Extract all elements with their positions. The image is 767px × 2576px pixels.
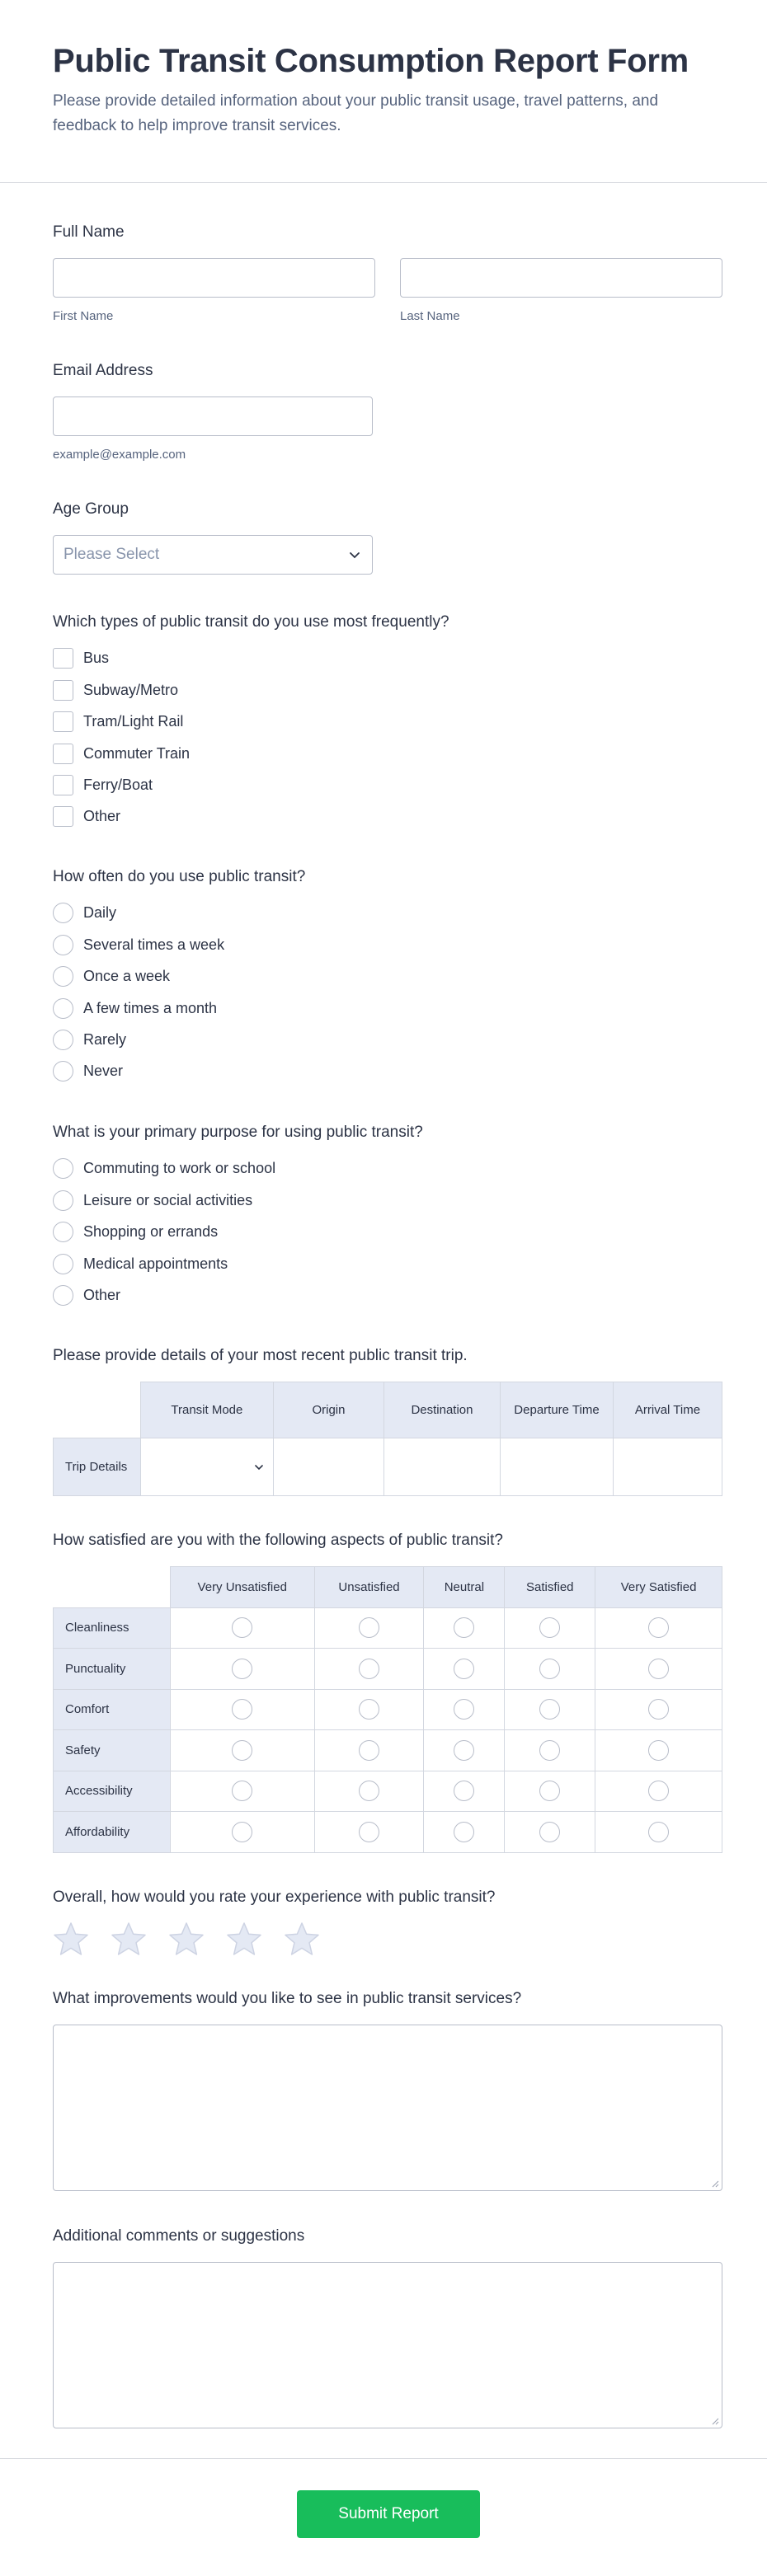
radio-button[interactable] xyxy=(53,1158,73,1179)
frequency-option-label: Once a week xyxy=(83,968,171,985)
radio-button[interactable] xyxy=(454,1659,474,1679)
matrix-cell xyxy=(314,1649,424,1690)
radio-button[interactable] xyxy=(53,1222,73,1242)
row-header: Affordability xyxy=(54,1812,171,1853)
radio-button[interactable] xyxy=(232,1617,252,1638)
star-icon[interactable] xyxy=(226,1921,262,1956)
improvements-textarea[interactable] xyxy=(53,2025,722,2191)
column-header: Very Unsatisfied xyxy=(170,1566,314,1607)
star-icon[interactable] xyxy=(284,1921,320,1956)
satisfaction-matrix xyxy=(53,1566,722,1853)
checkbox[interactable] xyxy=(53,648,73,669)
email-field xyxy=(53,361,722,462)
matrix-cell xyxy=(505,1730,595,1771)
transit-type-option[interactable] xyxy=(53,706,722,737)
transit-type-option-label: Other xyxy=(83,808,121,825)
frequency-option[interactable] xyxy=(53,1056,722,1087)
radio-button[interactable] xyxy=(648,1699,669,1720)
improvements-label: What improvements would you like to see in public transit services? xyxy=(53,1990,522,2007)
radio-button[interactable] xyxy=(53,1190,73,1211)
purpose-option-label: Shopping or errands xyxy=(83,1223,219,1241)
purpose-field xyxy=(53,1123,722,1311)
trip-input-cell[interactable] xyxy=(384,1438,500,1495)
matrix-cell xyxy=(595,1812,722,1853)
page-title: Public Transit Consumption Report Form xyxy=(53,43,689,79)
radio-button[interactable] xyxy=(53,998,73,1019)
transit-types-field xyxy=(53,612,722,833)
transit-type-option-label: Ferry/Boat xyxy=(83,776,153,793)
radio-button[interactable] xyxy=(53,935,73,955)
transit-type-option-label: Tram/Light Rail xyxy=(83,713,184,730)
column-header: Very Satisfied xyxy=(595,1566,722,1607)
radio-button[interactable] xyxy=(359,1781,379,1801)
frequency-option[interactable] xyxy=(53,992,722,1024)
radio-button[interactable] xyxy=(232,1822,252,1842)
matrix-cell xyxy=(424,1689,505,1730)
row-header: Safety xyxy=(54,1730,171,1771)
radio-button[interactable] xyxy=(359,1617,379,1638)
transit-type-option[interactable] xyxy=(53,801,722,833)
row-header: Trip Details xyxy=(54,1438,141,1495)
transit-type-option-label: Subway/Metro xyxy=(83,681,179,698)
purpose-option-label: Medical appointments xyxy=(83,1255,228,1272)
frequency-option[interactable] xyxy=(53,898,722,929)
age-group-placeholder: Please Select xyxy=(64,545,160,563)
star-icon[interactable] xyxy=(168,1921,205,1956)
email-input[interactable] xyxy=(53,396,373,436)
checkbox[interactable] xyxy=(53,680,73,701)
purpose-option[interactable] xyxy=(53,1248,722,1279)
matrix-row xyxy=(54,1607,722,1649)
column-header: Arrival Time xyxy=(613,1382,722,1438)
row-header: Punctuality xyxy=(54,1649,171,1690)
matrix-cell xyxy=(314,1771,424,1812)
matrix-cell xyxy=(314,1730,424,1771)
radio-button[interactable] xyxy=(359,1699,379,1720)
trip-input-cell[interactable] xyxy=(273,1438,384,1495)
row-header: Comfort xyxy=(54,1689,171,1730)
frequency-field xyxy=(53,867,722,1087)
frequency-option[interactable] xyxy=(53,929,722,960)
radio-button[interactable] xyxy=(454,1781,474,1801)
frequency-option-label: Never xyxy=(83,1063,124,1080)
improvements-field xyxy=(53,1989,722,2191)
radio-button[interactable] xyxy=(454,1822,474,1842)
frequency-option[interactable] xyxy=(53,1024,722,1055)
trip-input-cell[interactable] xyxy=(613,1438,722,1495)
matrix-row xyxy=(54,1812,722,1853)
rating-label: Overall, how would you rate your experience with public transit? xyxy=(53,1889,496,1906)
transit-type-option-label: Commuter Train xyxy=(83,744,191,762)
radio-button[interactable] xyxy=(232,1659,252,1679)
purpose-options xyxy=(53,1153,722,1311)
frequency-option-label: A few times a month xyxy=(83,999,218,1016)
matrix-row xyxy=(54,1689,722,1730)
radio-button[interactable] xyxy=(232,1699,252,1720)
matrix-cell xyxy=(170,1812,314,1853)
matrix-cell xyxy=(595,1689,722,1730)
matrix-cell xyxy=(424,1812,505,1853)
trip-details-field xyxy=(53,1346,722,1496)
email-sublabel: example@example.com xyxy=(53,447,186,462)
frequency-option-label: Several times a week xyxy=(83,936,225,953)
purpose-option-label: Leisure or social activities xyxy=(83,1191,253,1208)
radio-button[interactable] xyxy=(359,1822,379,1842)
last-name-input[interactable] xyxy=(400,258,722,298)
radio-button[interactable] xyxy=(53,966,73,987)
radio-button[interactable] xyxy=(648,1659,669,1679)
comments-label: Additional comments or suggestions xyxy=(53,2227,305,2245)
age-group-select[interactable] xyxy=(53,535,373,575)
radio-button[interactable] xyxy=(539,1781,560,1801)
chevron-down-icon xyxy=(253,1462,265,1473)
transit-type-option[interactable] xyxy=(53,643,722,674)
matrix-cell xyxy=(170,1607,314,1649)
star-rating xyxy=(53,1921,722,1956)
radio-button[interactable] xyxy=(53,1061,73,1082)
trip-details-table xyxy=(53,1382,722,1496)
transit-type-option[interactable] xyxy=(53,738,722,769)
purpose-option[interactable] xyxy=(53,1153,722,1185)
comments-field xyxy=(53,2226,722,2428)
radio-button[interactable] xyxy=(454,1740,474,1761)
matrix-cell xyxy=(595,1730,722,1771)
transit-type-option[interactable] xyxy=(53,769,722,800)
form-footer xyxy=(0,2458,767,2576)
matrix-cell xyxy=(314,1812,424,1853)
matrix-cell xyxy=(424,1649,505,1690)
matrix-cell xyxy=(314,1607,424,1649)
matrix-cell xyxy=(170,1730,314,1771)
radio-button[interactable] xyxy=(648,1740,669,1761)
matrix-cell xyxy=(424,1730,505,1771)
trip-corner-cell xyxy=(54,1382,141,1438)
radio-button[interactable] xyxy=(648,1822,669,1842)
radio-button[interactable] xyxy=(539,1699,560,1720)
purpose-option[interactable] xyxy=(53,1279,722,1311)
transit-mode-dropdown[interactable] xyxy=(140,1438,273,1495)
matrix-cell xyxy=(505,1771,595,1812)
column-header: Neutral xyxy=(424,1566,505,1607)
column-header: Departure Time xyxy=(500,1382,613,1438)
matrix-cell xyxy=(170,1689,314,1730)
email-label: Email Address xyxy=(53,362,153,379)
matrix-row xyxy=(54,1730,722,1771)
column-header: Transit Mode xyxy=(140,1382,273,1438)
matrix-cell xyxy=(170,1771,314,1812)
matrix-cell xyxy=(595,1649,722,1690)
radio-button[interactable] xyxy=(53,1254,73,1274)
radio-button[interactable] xyxy=(539,1659,560,1679)
column-header: Unsatisfied xyxy=(314,1566,424,1607)
form-header xyxy=(0,0,767,183)
checkbox[interactable] xyxy=(53,775,73,795)
radio-button[interactable] xyxy=(454,1699,474,1720)
matrix-cell xyxy=(424,1607,505,1649)
transit-type-option[interactable] xyxy=(53,674,722,706)
star-icon[interactable] xyxy=(111,1921,147,1956)
chevron-down-icon xyxy=(347,547,362,562)
purpose-label: What is your primary purpose for using public transit? xyxy=(53,1124,423,1141)
satisfaction-field xyxy=(53,1531,722,1853)
matrix-cell xyxy=(595,1771,722,1812)
frequency-label: How often do you use public transit? xyxy=(53,868,306,885)
frequency-option-label: Rarely xyxy=(83,1030,127,1048)
row-header: Accessibility xyxy=(54,1771,171,1812)
transit-types-options xyxy=(53,643,722,833)
satisfaction-label: How satisfied are you with the following aspects of public transit? xyxy=(53,1532,503,1549)
radio-button[interactable] xyxy=(53,1030,73,1050)
trip-details-label: Please provide details of your most recent public transit trip. xyxy=(53,1347,468,1364)
row-header: Cleanliness xyxy=(54,1607,171,1649)
transit-types-label: Which types of public transit do you use most frequently? xyxy=(53,613,449,631)
checkbox[interactable] xyxy=(53,744,73,764)
age-group-field xyxy=(53,500,722,575)
matrix-row xyxy=(54,1649,722,1690)
purpose-option-label: Other xyxy=(83,1286,121,1303)
purpose-option[interactable] xyxy=(53,1216,722,1247)
frequency-option[interactable] xyxy=(53,960,722,992)
radio-button[interactable] xyxy=(232,1781,252,1801)
matrix-cell xyxy=(314,1689,424,1730)
radio-button[interactable] xyxy=(539,1740,560,1761)
radio-button[interactable] xyxy=(53,903,73,923)
checkbox[interactable] xyxy=(53,711,73,732)
last-name-sublabel: Last Name xyxy=(400,308,460,323)
radio-button[interactable] xyxy=(232,1740,252,1761)
radio-button[interactable] xyxy=(454,1617,474,1638)
frequency-option-label: Daily xyxy=(83,904,117,922)
frequency-options xyxy=(53,898,722,1087)
radio-button[interactable] xyxy=(359,1740,379,1761)
rating-field xyxy=(53,1888,722,1956)
resize-grip-icon[interactable] xyxy=(711,2417,719,2425)
radio-button[interactable] xyxy=(648,1781,669,1801)
purpose-option[interactable] xyxy=(53,1185,722,1216)
column-header: Origin xyxy=(273,1382,384,1438)
matrix-row xyxy=(54,1771,722,1812)
matrix-corner-cell xyxy=(54,1566,171,1607)
matrix-cell xyxy=(595,1607,722,1649)
first-name-input[interactable] xyxy=(53,258,375,298)
column-header: Satisfied xyxy=(505,1566,595,1607)
radio-button[interactable] xyxy=(539,1822,560,1842)
transit-type-option-label: Bus xyxy=(83,650,110,667)
comments-textarea[interactable] xyxy=(53,2262,722,2428)
matrix-cell xyxy=(505,1812,595,1853)
column-header: Destination xyxy=(384,1382,500,1438)
trip-input-cell[interactable] xyxy=(500,1438,613,1495)
first-name-sublabel: First Name xyxy=(53,308,114,323)
age-group-label: Age Group xyxy=(53,500,129,518)
radio-button[interactable] xyxy=(539,1617,560,1638)
radio-button[interactable] xyxy=(359,1659,379,1679)
radio-button[interactable] xyxy=(648,1617,669,1638)
resize-grip-icon[interactable] xyxy=(711,2180,719,2188)
matrix-cell xyxy=(505,1649,595,1690)
star-icon[interactable] xyxy=(53,1921,89,1956)
full-name-label: Full Name xyxy=(53,223,125,241)
page-subtitle: Please provide detailed information about your public transit usage, travel patterns, and feedback to help improve transit services. xyxy=(53,92,659,135)
matrix-cell xyxy=(170,1649,314,1690)
checkbox[interactable] xyxy=(53,806,73,827)
matrix-cell xyxy=(505,1607,595,1649)
matrix-cell xyxy=(424,1771,505,1812)
radio-button[interactable] xyxy=(53,1285,73,1306)
purpose-option-label: Commuting to work or school xyxy=(83,1160,276,1177)
submit-button[interactable]: Submit Report xyxy=(297,2490,480,2538)
full-name-field xyxy=(53,223,722,323)
matrix-cell xyxy=(505,1689,595,1730)
